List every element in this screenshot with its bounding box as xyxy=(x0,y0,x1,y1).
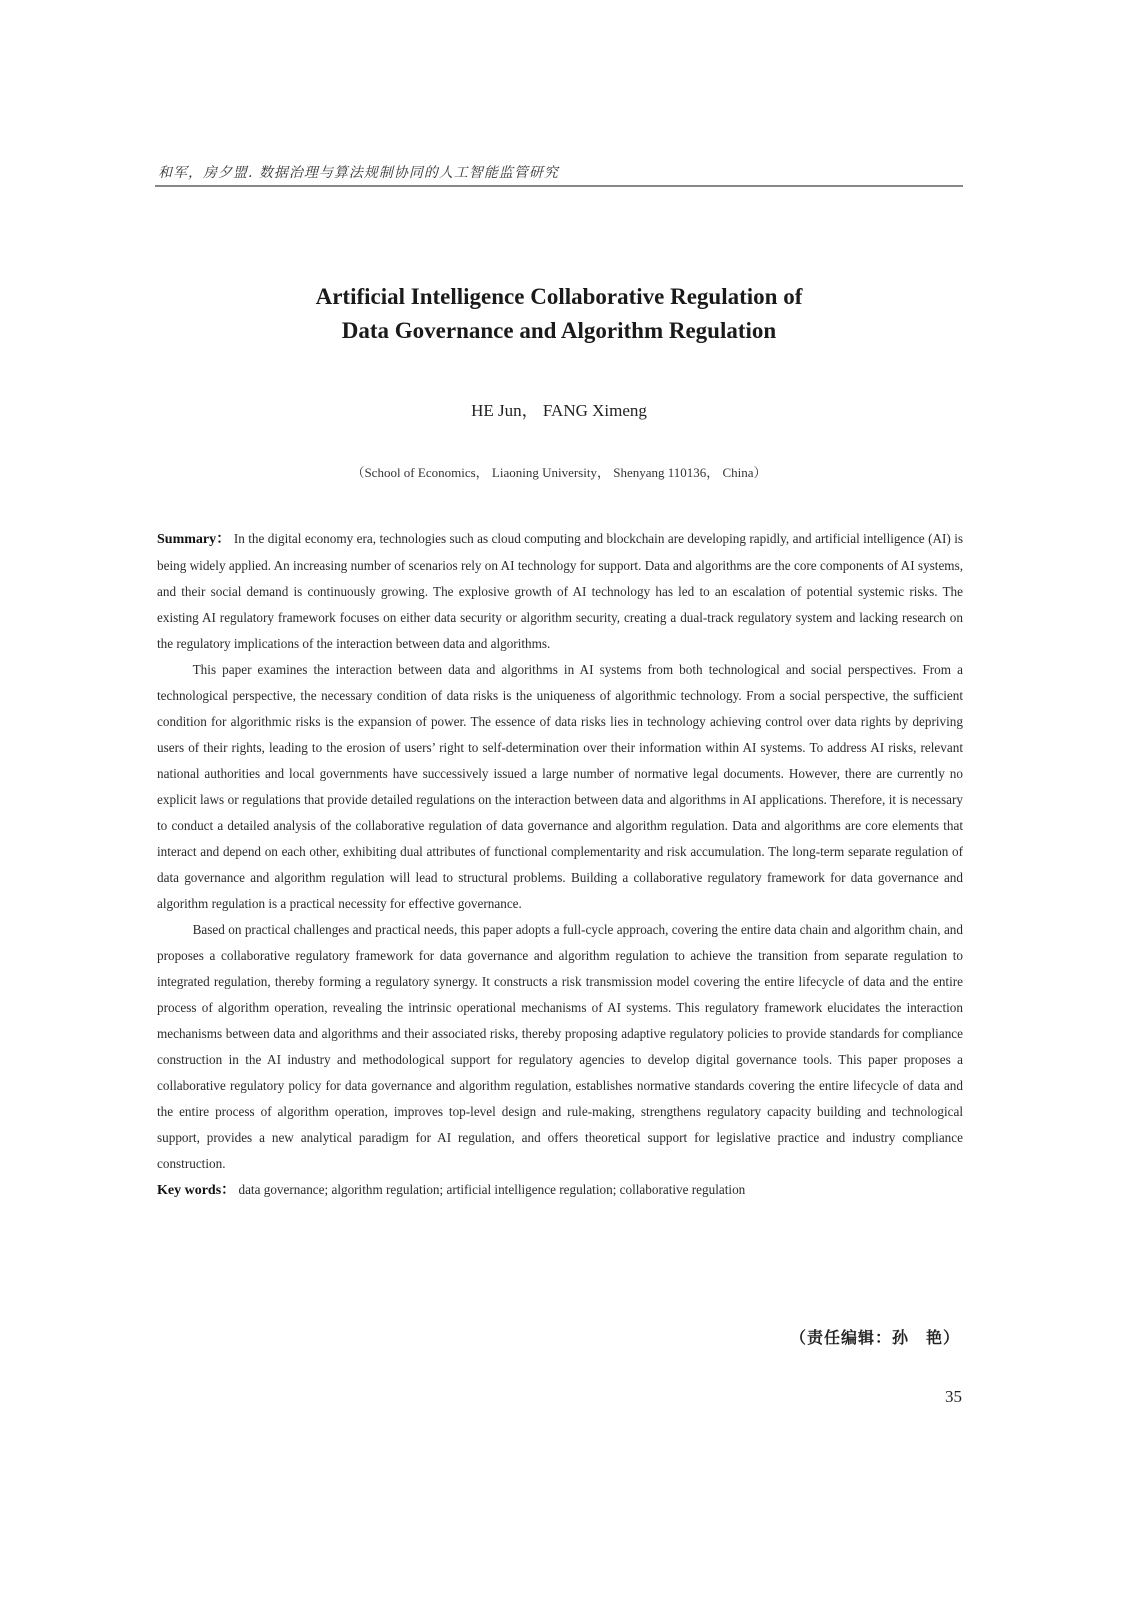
abstract xyxy=(157,526,963,1204)
keywords xyxy=(157,1177,963,1204)
abstract-label: Summary： xyxy=(157,532,231,547)
affiliation: （School of Economics， Liaoning University， Shenyang 110136， China） xyxy=(351,465,767,480)
abstract-paragraph-2: This paper examines the interaction between data and algorithms in AI systems from both technological and social perspectives. From a technological perspective, the necessary condition of data risks is the uniqueness of algorithmic technology. From a social perspective, the sufficient condition for algorithmic risks is the expansion of power. The essence of data risks lies in technology achieving control over data rights by depriving users of their rights, leading to the erosion of users’ right to self-determination over their information within AI systems. To address AI risks, relevant national authorities and local governments have successively issued a large number of normative legal documents. However, there are currently no explicit laws or regulations that provide detailed regulations on the interaction between data and algorithms in AI applications. Therefore, it is necessary to conduct a detailed analysis of the collaborative regulation of data governance and algorithm regulation. Data and algorithms are core elements that interact and depend on each other, exhibiting dual attributes of functional complementarity and risk accumulation. The long-term separate regulation of data governance and algorithm regulation will lead to structural problems. Building a collaborative regulatory framework for data governance and algorithm regulation is a practical necessity for effective governance. xyxy=(157,662,963,911)
abstract-text-1: In the digital economy era, technologies such as cloud computing and blockchain are developing rapidly, and artificial intelligence (AI) is being widely applied. An increasing number of scenarios rely on AI technology for support. Data and algorithms are the core components of AI systems, and their social demand is continuously growing. The explosive growth of AI technology has led to an escalation of potential systemic risks. The existing AI regulatory framework focuses on either data security or algorithm security, creating a dual-track regulatory system and lacking research on the regulatory implications of the interaction between data and algorithms. xyxy=(157,531,964,651)
abstract-paragraph-1 xyxy=(157,526,963,657)
title-line-2: Data Governance and Algorithm Regulation xyxy=(341,318,777,343)
paper-title xyxy=(155,280,963,348)
header-rule xyxy=(155,185,963,187)
running-head: 和军，房夕盟. 数据治理与算法规制协同的人工智能监管研究 xyxy=(158,165,559,181)
authors: HE Jun， FANG Ximeng xyxy=(471,401,647,420)
page-number: 35 xyxy=(945,1387,962,1406)
abstract-paragraph-3: Based on practical challenges and practical needs, this paper adopts a full-cycle approach, covering the entire data chain and algorithm chain, and proposes a collaborative regulatory framework for data governance and algorithm regulation to achieve the transition from separate regulation to integrated regulation, thereby forming a regulatory synergy. It constructs a risk transmission model covering the entire lifecycle of data and the entire process of algorithm operation, revealing the intrinsic operational mechanisms of AI systems. This regulatory framework elucidates the interaction mechanisms between data and algorithms and their associated risks, thereby proposing adaptive regulatory policies to provide standards for compliance construction in the AI industry and methodological support for regulatory agencies to develop digital governance tools. This paper proposes a collaborative regulatory policy for data governance and algorithm regulation, establishes normative standards covering the entire lifecycle of data and the entire process of algorithm operation, improves top-level design and rule-making, strengthens regulatory capacity building and technological support, provides a new analytical paradigm for AI regulation, and offers theoretical support for legislative practice and industry compliance construction. xyxy=(157,922,963,1171)
title-line-1: Artificial Intelligence Collaborative Regulation of xyxy=(315,284,803,309)
keywords-text: data governance; algorithm regulation; artificial intelligence regulation; collaborative regulation xyxy=(238,1182,746,1197)
keywords-label: Key words： xyxy=(157,1183,236,1198)
editor-note: （责任编辑：孙 艳） xyxy=(789,1328,960,1347)
